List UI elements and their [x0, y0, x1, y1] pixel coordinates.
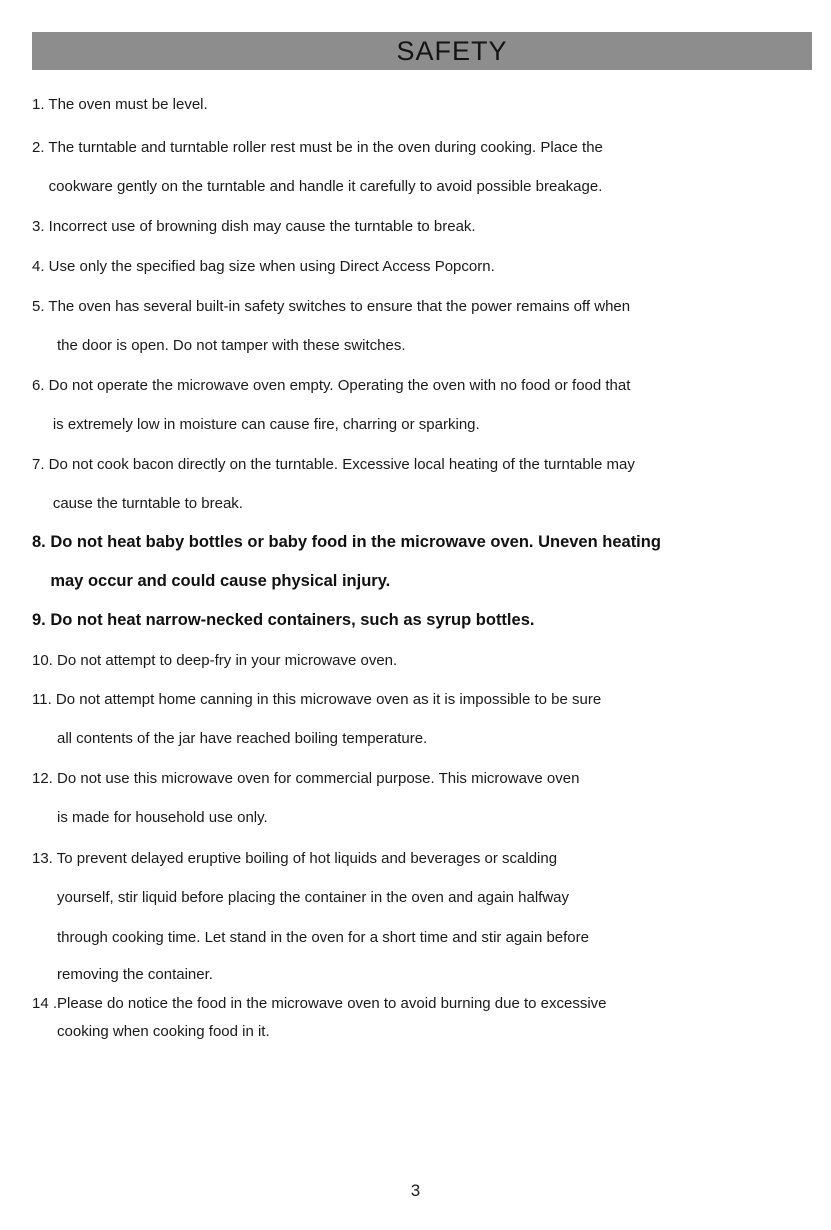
- item-12-cont: is made for household use only.: [32, 809, 268, 826]
- section-title: SAFETY: [396, 35, 508, 66]
- item-13-cont-1: yourself, stir liquid before placing the container in the oven and again halfway: [32, 889, 569, 906]
- item-5-cont: the door is open. Do not tamper with these switches.: [32, 337, 406, 354]
- item-4: 4. Use only the specified bag size when using Direct Access Popcorn.: [32, 258, 495, 275]
- item-5: 5. The oven has several built-in safety switches to ensure that the power remains off when: [32, 298, 631, 315]
- item-13-cont-3: removing the container.: [32, 966, 213, 983]
- item-11: 11. Do not attempt home canning in this microwave oven as it is impossible to be sure: [32, 691, 602, 708]
- page-number: 3: [410, 1181, 421, 1200]
- item-8: 8. Do not heat baby bottles or baby food in the microwave oven. Uneven heating: [32, 533, 661, 551]
- item-1: 1. The oven must be level.: [32, 96, 208, 113]
- item-12: 12. Do not use this microwave oven for commercial purpose. This microwave oven: [32, 770, 580, 787]
- item-14: 14 .Please do notice the food in the microwave oven to avoid burning due to excessive: [32, 995, 607, 1012]
- item-8-cont: may occur and could cause physical injury.: [32, 572, 391, 590]
- item-9: 9. Do not heat narrow-necked containers, such as syrup bottles.: [32, 611, 535, 629]
- item-6: 6. Do not operate the microwave oven empty. Operating the oven with no food or food that: [32, 377, 631, 394]
- item-11-cont: all contents of the jar have reached boiling temperature.: [32, 730, 428, 747]
- item-10: 10. Do not attempt to deep-fry in your microwave oven.: [32, 652, 398, 669]
- item-7-cont: cause the turntable to break.: [32, 495, 243, 512]
- item-6-cont: is extremely low in moisture can cause fire, charring or sparking.: [32, 416, 480, 433]
- item-2: 2. The turntable and turntable roller rest must be in the oven during cooking. Place the: [32, 139, 603, 156]
- item-3: 3. Incorrect use of browning dish may cause the turntable to break.: [32, 218, 476, 235]
- item-2-cont: cookware gently on the turntable and handle it carefully to avoid possible breakage.: [32, 178, 603, 195]
- section-header-banner: [32, 32, 812, 70]
- item-13-cont-2: through cooking time. Let stand in the oven for a short time and stir again before: [32, 929, 589, 946]
- item-13: 13. To prevent delayed eruptive boiling of hot liquids and beverages or scalding: [32, 850, 558, 867]
- item-14-cont: cooking when cooking food in it.: [32, 1023, 270, 1040]
- item-7: 7. Do not cook bacon directly on the turntable. Excessive local heating of the turntable may: [32, 456, 635, 473]
